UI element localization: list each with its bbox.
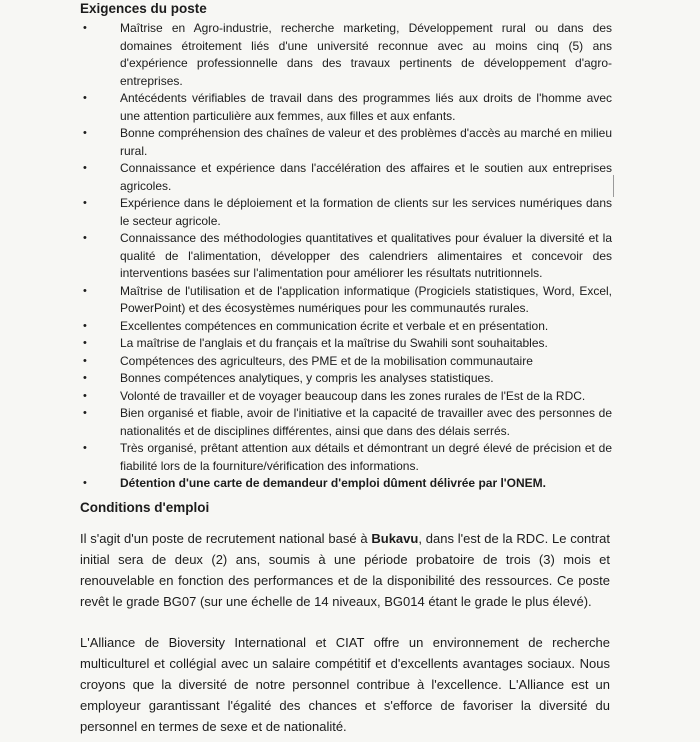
scan-margin-mark — [613, 175, 614, 197]
location-text: Bukavu — [371, 531, 419, 546]
list-item: • Maîtrise de l'utilisation et de l'application informatique (Progiciels statistiques, Word, Excel, PowerPoint) et des écosystèmes numériques pour les communautés rurales. — [83, 283, 612, 315]
list-item: • La maîtrise de l'anglais et du français et la maîtrise du Swahili sont souhaitables. — [0, 335, 700, 353]
bullet-icon: • — [83, 22, 87, 34]
list-item: • Excellentes compétences en communication écrite et verbale et en présentation. — [0, 318, 700, 336]
bullet-icon: • — [83, 92, 87, 104]
list-item: • Expérience dans le déploiement et la formation de clients sur les services numériques dans le secteur agricole. — [83, 196, 612, 228]
bullet-icon: • — [83, 354, 87, 367]
list-item: • Très organisé, prêtant attention aux détails et démontrant un degré élevé de précision et de fiabilité lors de la fourniture/vérification des informations. — [83, 441, 612, 473]
list-item: • Connaissance et expérience dans l'accélération des affaires et le soutien aux entreprises agricoles. — [83, 161, 612, 193]
bullet-icon: • — [83, 372, 87, 384]
bullet-icon: • — [83, 127, 87, 139]
bullet-icon: • — [83, 162, 87, 174]
requirements-list — [0, 20, 700, 493]
bullet-icon: • — [83, 337, 87, 349]
list-item: • Compétences des agriculteurs, des PME et de la mobilisation communautaire — [0, 353, 700, 371]
bullet-icon: • — [83, 407, 87, 419]
conditions-paragraph: Il s'agit d'un poste de recrutement national basé à Bukavu, dans l'est de la RDC. Le contrat initial sera de deux (2) ans, soumis à une période probatoire de trois (3) mois et renouvelable en fonction des performances et de la disponibilité des ressources. Ce poste revêt le grade BG07 (sur une échelle de 14 niveaux, BG014 étant le grade le plus élevé). — [80, 531, 610, 609]
alliance-paragraph: L'Alliance de Bioversity International et CIAT offre un environnement de recherche multiculturel et collégial avec un salaire compétitif et d'excellents avantages sociaux. Nous croyons que la diversité de notre personnel contribue à l'excellence. L'Alliance est un employeur garantissant l'égalité des chances et s'efforce de favoriser la diversité du personnel en termes de sexe et de nationalité. — [80, 635, 610, 734]
bullet-icon: • — [83, 389, 87, 402]
requirements-heading: Exigences du poste — [80, 1, 207, 16]
list-item: • Bonne compréhension des chaînes de valeur et des problèmes d'accès au marché en milieu rural. — [83, 126, 612, 158]
list-item: • Connaissance des méthodologies quantitatives et qualitatives pour évaluer la diversité et la qualité de l'alimentation, développer des calendriers alimentaires et concevoir des interventions basées sur l'alimentation pour améliorer les résultats nutritionnels. — [83, 231, 612, 280]
list-item: • Antécédents vérifiables de travail dans des programmes liés aux droits de l'homme avec une attention particulière aux femmes, aux filles et aux enfants. — [83, 91, 612, 123]
bullet-icon: • — [83, 284, 87, 297]
list-item: • Maîtrise en Agro-industrie, recherche marketing, Développement rural ou dans des domaines étroitement liés d'une université reconnue avec au moins cinq (5) ans d'expérience professionnelle dans des travaux pertinents de développement d'agro-entreprises. — [83, 21, 612, 88]
bullet-icon: • — [83, 197, 87, 209]
list-item: • Volonté de travailler et de voyager beaucoup dans les zones rurales de l'Est de la RDC. — [0, 388, 700, 406]
list-item: • Bonnes compétences analytiques, y compris les analyses statistiques. — [0, 370, 700, 388]
bullet-icon: • — [83, 232, 87, 244]
conditions-heading: Conditions d'emploi — [80, 500, 210, 515]
list-item: • Détention d'une carte de demandeur d'emploi dûment délivrée par l'ONEM. — [0, 475, 700, 493]
list-item: • Bien organisé et fiable, avoir de l'initiative et la capacité de travailler avec des personnes de nationalités et de disciplines différentes, ainsi que dans des délais serrés. — [83, 406, 612, 438]
bullet-icon: • — [83, 319, 87, 332]
bullet-icon: • — [83, 477, 87, 489]
bullet-icon: • — [83, 442, 87, 454]
